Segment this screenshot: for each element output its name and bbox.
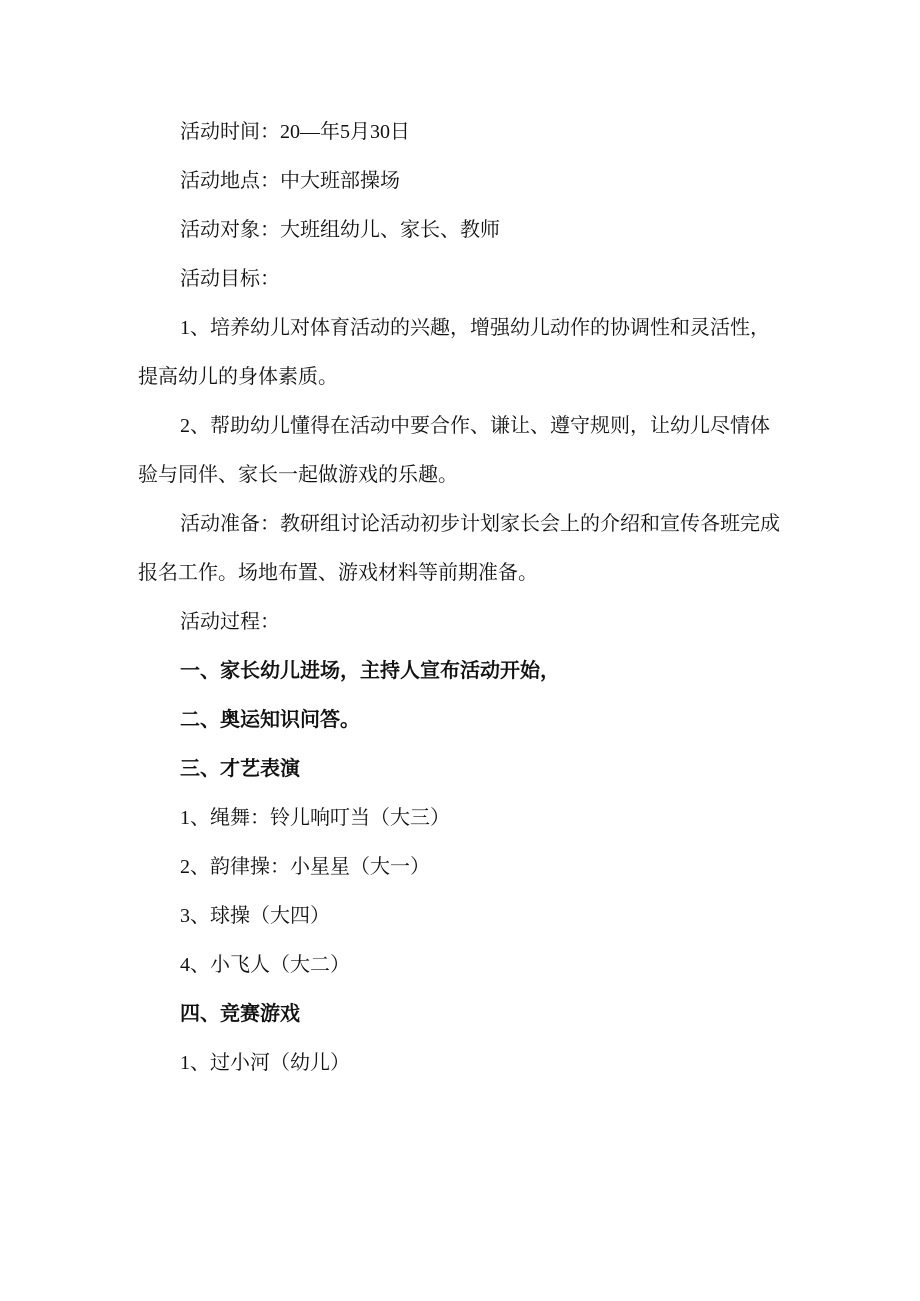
goal-2-line-2: 验与同伴、家长一起做游戏的乐趣。 [138, 464, 458, 486]
list-item: 1、过小河（幼儿） [180, 1052, 350, 1074]
section-4-heading: 四、竞赛游戏 [180, 1003, 300, 1025]
activity-goals-heading: 活动目标： [180, 268, 280, 290]
document-page [138, 108, 788, 1088]
list-item: 1、绳舞：铃儿响叮当（大三） [180, 807, 450, 829]
goal-2-line-1: 2、帮助幼儿懂得在活动中要合作、谦让、遵守规则，让幼儿尽情体 [180, 415, 770, 437]
preparation-line-2: 报名工作。场地布置、游戏材料等前期准备。 [138, 562, 538, 584]
section-2-heading: 二、奥运知识问答。 [180, 709, 360, 731]
list-item: 3、球操（大四） [180, 905, 330, 927]
activity-time: 活动时间：20—年5月30日 [180, 121, 410, 143]
list-item: 2、韵律操：小星星（大一） [180, 856, 430, 878]
section-1-heading: 一、家长幼儿进场，主持人宣布活动开始， [180, 660, 560, 682]
section-3-heading: 三、才艺表演 [180, 758, 300, 780]
list-item: 4、小飞人（大二） [180, 954, 350, 976]
activity-location: 活动地点：中大班部操场 [180, 170, 400, 192]
process-heading: 活动过程： [180, 611, 280, 633]
goal-1-line-1: 1、培养幼儿对体育活动的兴趣，增强幼儿动作的协调性和灵活性， [180, 317, 770, 339]
preparation-line-1: 活动准备：教研组讨论活动初步计划家长会上的介绍和宣传各班完成 [180, 513, 780, 535]
activity-participants: 活动对象：大班组幼儿、家长、教师 [180, 219, 500, 241]
goal-1-line-2: 提高幼儿的身体素质。 [138, 366, 338, 388]
